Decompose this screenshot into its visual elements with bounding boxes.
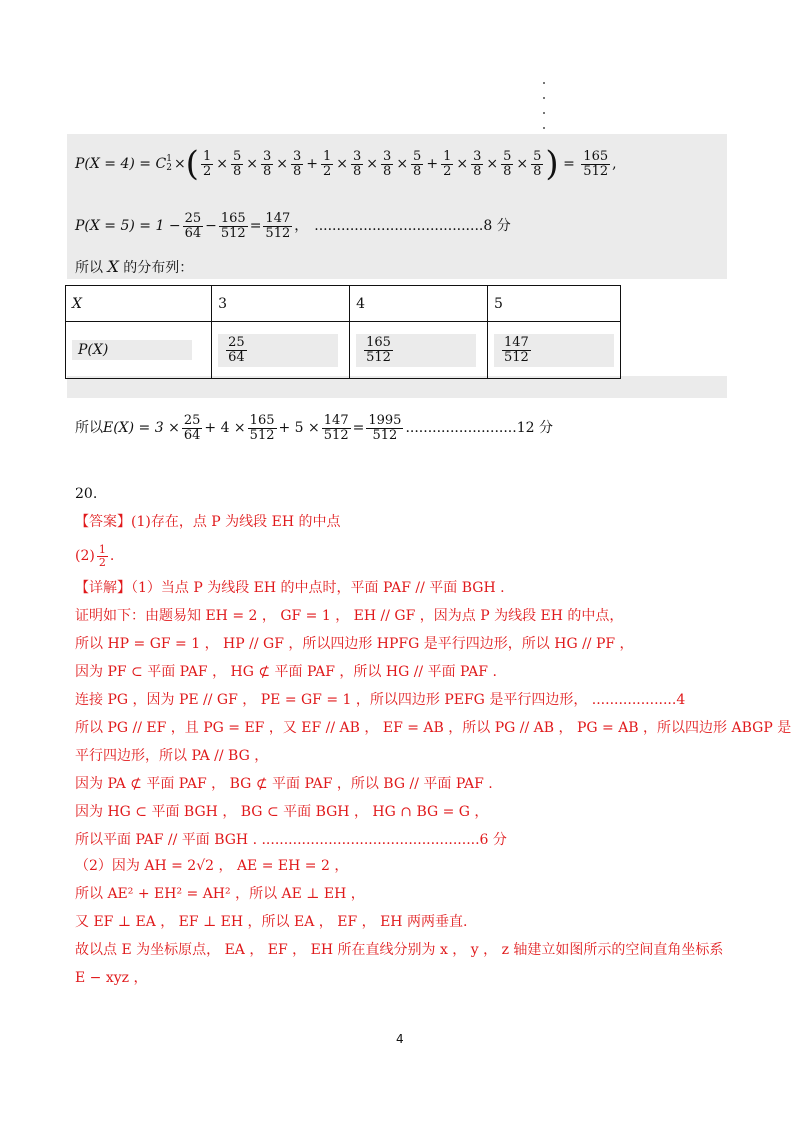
expect-frac-3: $\frac{147}{512}$ [323, 412, 349, 443]
px5-frac-1: $\frac{25}{64}$ [184, 210, 202, 241]
solution-part2-line: E − xyz ， [75, 970, 148, 986]
margin-mark [543, 112, 545, 114]
px4-term-fraction: $\frac{1}{2}$ [323, 148, 332, 179]
table-row-label: P(X) [66, 322, 212, 379]
px4-term-fraction: $\frac{1}{2}$ [443, 148, 452, 179]
solution-line: 连接 PG ，因为 PE // GF ， PE = GF = 1 ，所以四边形 PEFG 是平行四边形， ...................4 [75, 692, 686, 708]
px4-term-fraction: $\frac{3}{8}$ [353, 148, 362, 179]
distribution-table [65, 285, 621, 379]
px4-tail: , [612, 156, 617, 172]
left-paren: ( [185, 144, 199, 184]
px4-result: $\frac{165}{512}$ [583, 148, 609, 179]
px4-term-fraction: $\frac{3}{8}$ [383, 148, 392, 179]
intro-post: 的分布列： [123, 260, 194, 276]
margin-mark [543, 82, 545, 84]
expect-frac-1: $\frac{25}{64}$ [183, 412, 201, 443]
equation-px5 [75, 206, 511, 246]
px5-frac-2: $\frac{165}{512}$ [220, 210, 246, 241]
px4-sub: 2 [166, 163, 172, 173]
px5-score: 8 分 [483, 218, 511, 234]
expect-term-2: + 4 × [204, 420, 246, 436]
px5-eq: = [249, 218, 262, 234]
px5-tail: ， [294, 218, 309, 234]
solution-part2-line: 故以点 E 为坐标原点， EA ， EF ， EH 所在直线分别为 x ， y ， z 轴建立如图所示的空间直角坐标系 [75, 942, 724, 958]
operator: + [306, 156, 318, 172]
px4-term-fraction: $\frac{1}{2}$ [202, 148, 212, 179]
px4-term-fraction: $\frac{3}{8}$ [473, 148, 482, 179]
answer-part-1: 【答案】(1)存在，点 P 为线段 EH 的中点 [75, 514, 341, 530]
table-cell: $\frac{25}{64}$ [212, 322, 350, 379]
page-number: 4 [396, 1032, 404, 1046]
expect-frac-4: $\frac{1995}{512}$ [368, 412, 402, 443]
px4-product-terms [199, 150, 545, 179]
operator: × [246, 156, 258, 172]
px5-frac-3: $\frac{147}{512}$ [265, 210, 291, 241]
table-cell: $\frac{165}{512}$ [350, 322, 488, 379]
solution-line: 所以 HP = GF = 1 ， HP // GF ，所以四边形 HPFG 是平行四边形，所以 HG // PF ， [75, 636, 634, 652]
expect-dots: ......................... [405, 420, 517, 436]
operator: × [516, 156, 529, 172]
px4-eq: = [558, 156, 580, 172]
operator: × [216, 156, 228, 172]
operator: × [336, 156, 349, 172]
solution-line: 所以平面 PAF // 平面 BGH . .................................................6 分 [75, 832, 507, 848]
px5-dots: ...................................... [314, 218, 484, 234]
table-row [66, 322, 621, 379]
equation-px4 [75, 144, 617, 184]
px4-term-fraction: $\frac{5}{8}$ [503, 148, 512, 179]
solution-part2-line: 又 EF ⊥ EA ， EF ⊥ EH ，所以 EA ， EF ， EH 两两垂直. [75, 914, 468, 930]
expect-pre: 所以 [75, 420, 103, 436]
right-paren: ) [545, 144, 559, 184]
solution-line: 因为 PA ⊄ 平面 PAF ， BG ⊄ 平面 PAF ，所以 BG // 平面 PAF . [75, 776, 493, 792]
px4-term-fraction: $\frac{3}{8}$ [262, 148, 272, 179]
expect-frac-2: $\frac{165}{512}$ [249, 412, 275, 443]
expect-lhs: E(X) = 3 × [103, 420, 180, 436]
expectation-line [75, 408, 553, 448]
solution-line: 平行四边形，所以 PA // BG ， [75, 748, 269, 764]
solution-line: 所以 PG // EF ，且 PG = EF ，又 EF // AB ， EF = AB ，所以 PG // AB ， PG = AB ，所以四边形 ABGP 是 [75, 720, 792, 736]
margin-mark [543, 97, 545, 99]
table-header-cell: X [66, 286, 212, 322]
operator: × [276, 156, 288, 172]
solution-line: 【详解】（1）当点 P 为线段 EH 的中点时，平面 PAF // 平面 BGH . [75, 580, 505, 596]
px5-minus: − [205, 218, 217, 234]
operator: × [456, 156, 469, 172]
margin-mark [543, 127, 545, 129]
intro-pre: 所以 [75, 260, 103, 276]
expect-score: 12 分 [516, 420, 553, 436]
table-cell: $\frac{147}{512}$ [488, 322, 621, 379]
operator: × [366, 156, 379, 172]
table-header-cell: 5 [488, 286, 621, 322]
px4-sup: 1 [166, 154, 172, 164]
table-header-row [66, 286, 621, 322]
distribution-intro [75, 257, 193, 278]
px5-lhs: P(X = 5) = 1 − [75, 218, 181, 234]
px4-term-fraction: $\frac{5}{8}$ [232, 148, 242, 179]
solution-part2-line: （2）因为 AH = 2√2 ， AE = EH = 2 ， [75, 858, 349, 874]
table-header-cell: 3 [212, 286, 350, 322]
operator: + [426, 156, 439, 172]
table-header-cell: 4 [350, 286, 488, 322]
question-number: 20. [75, 486, 98, 502]
answer-part-2: (2) $\frac{1}{2}$ . [75, 542, 115, 569]
px4-lhs: P(X = 4) = C [75, 156, 167, 172]
px4-term-fraction: $\frac{3}{8}$ [292, 148, 302, 179]
expect-term-3: + 5 × [278, 420, 320, 436]
px4-times: × [173, 156, 186, 172]
px4-term-fraction: $\frac{5}{8}$ [533, 148, 542, 179]
operator: × [486, 156, 499, 172]
operator: × [396, 156, 409, 172]
solution-line: 因为 HG ⊂ 平面 BGH ， BG ⊂ 平面 BGH ， HG ∩ BG = G ， [75, 804, 489, 820]
solution-line: 证明如下：由题易知 EH = 2 ， GF = 1 ， EH // GF ，因为点 P 为线段 EH 的中点， [75, 608, 624, 624]
expect-eq: = [352, 420, 365, 436]
px4-term-fraction: $\frac{5}{8}$ [413, 148, 422, 179]
solution-line: 因为 PF ⊂ 平面 PAF ， HG ⊄ 平面 PAF ，所以 HG // 平面 PAF . [75, 664, 497, 680]
intro-var: X [107, 257, 119, 276]
solution-part2-line: 所以 AE² + EH² = AH² ，所以 AE ⊥ EH ， [75, 886, 365, 902]
highlight-strip [67, 376, 727, 398]
